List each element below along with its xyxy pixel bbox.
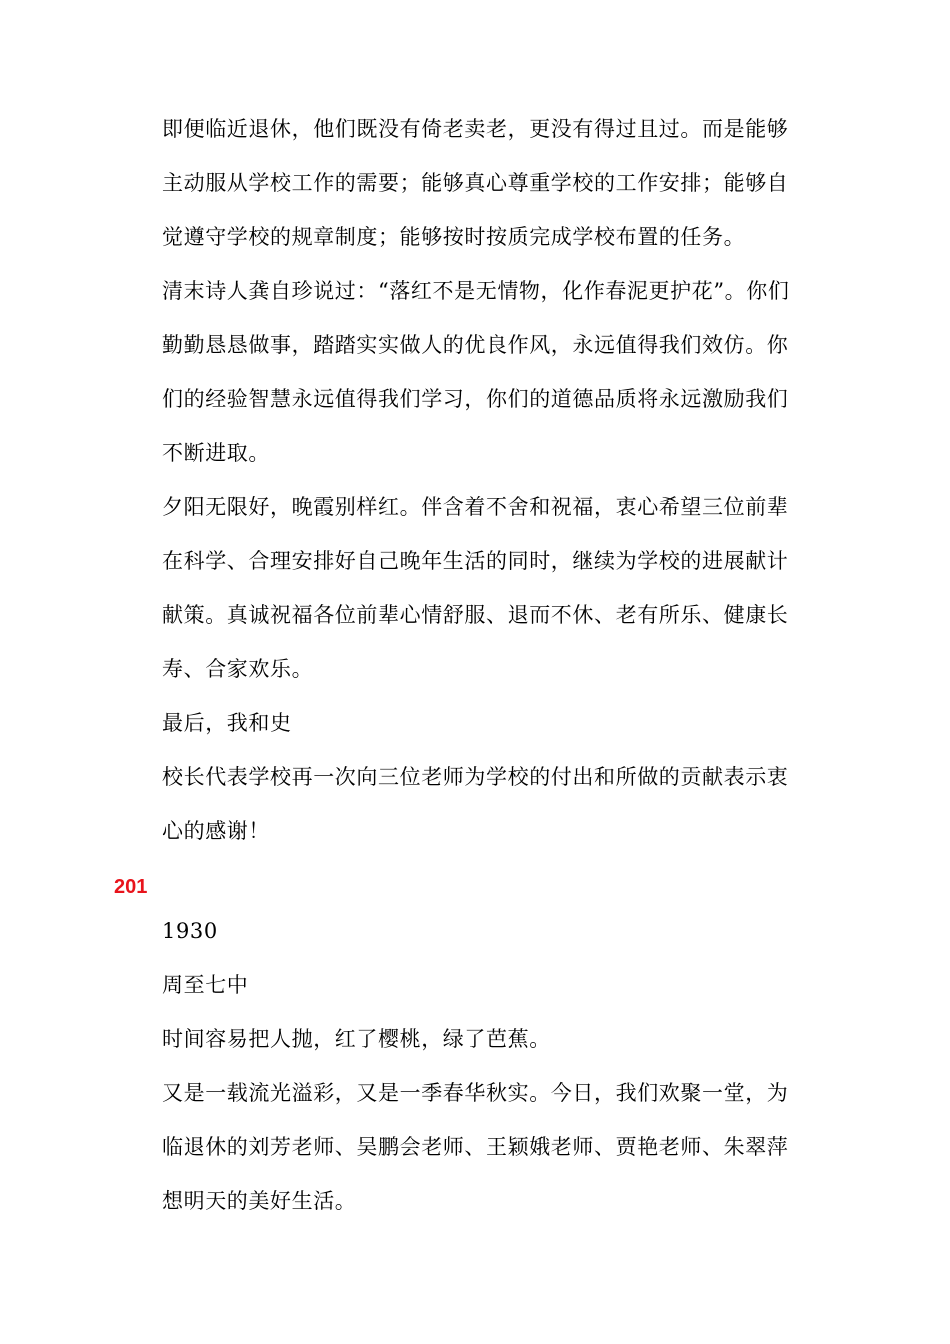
paragraph-line: 临退休的刘芳老师、吴鹏会老师、王颖娥老师、贾艳老师、朱翠萍 [162,1135,789,1159]
paragraph-line: 想明天的美好生活。 [162,1189,357,1213]
paragraph-line: 们的经验智慧永远值得我们学习，你们的道德品质将永远激励我们 [162,387,789,411]
paragraph-line: 觉遵守学校的规章制度；能够按时按质完成学校布置的任务。 [162,225,746,249]
paragraph-line: 校长代表学校再一次向三位老师为学校的付出和所做的贡献表示衷 [162,765,789,789]
paragraph-line: 即便临近退休，他们既没有倚老卖老，更没有得过且过。而是能够 [162,117,789,141]
paragraph-line: 又是一载流光溢彩，又是一季春华秋实。今日，我们欢聚一堂，为 [162,1081,789,1105]
paragraph-line: 勤勤恳恳做事，踏踏实实做人的优良作风，永远值得我们效仿。你 [162,333,789,357]
section-marker: 201 [114,876,148,898]
paragraph-line: 主动服从学校工作的需要；能够真心尊重学校的工作安排；能够自 [162,171,789,195]
paragraph-line: 心的感谢！ [162,819,270,843]
paragraph-line: 献策。真诚祝福各位前辈心情舒服、退而不休、老有所乐、健康长 [162,603,789,627]
school-name-line: 周至七中 [162,973,249,997]
paragraph-line: 时间容易把人抛，红了樱桃，绿了芭蕉。 [162,1027,551,1051]
paragraph-line: 最后，我和史 [162,711,292,735]
paragraph-line: 夕阳无限好，晚霞别样红。伴含着不舍和祝福，衷心希望三位前辈 [162,495,789,519]
paragraph-line: 不断进取。 [162,441,270,465]
paragraph-line: 寿、合家欢乐。 [162,657,314,681]
date-line: 1930 [162,919,218,943]
paragraph-line: 清末诗人龚自珍说过：“落红不是无情物，化作春泥更护花”。你们 [162,279,790,303]
paragraph-line: 在科学、合理安排好自己晚年生活的同时，继续为学校的进展献计 [162,549,789,573]
